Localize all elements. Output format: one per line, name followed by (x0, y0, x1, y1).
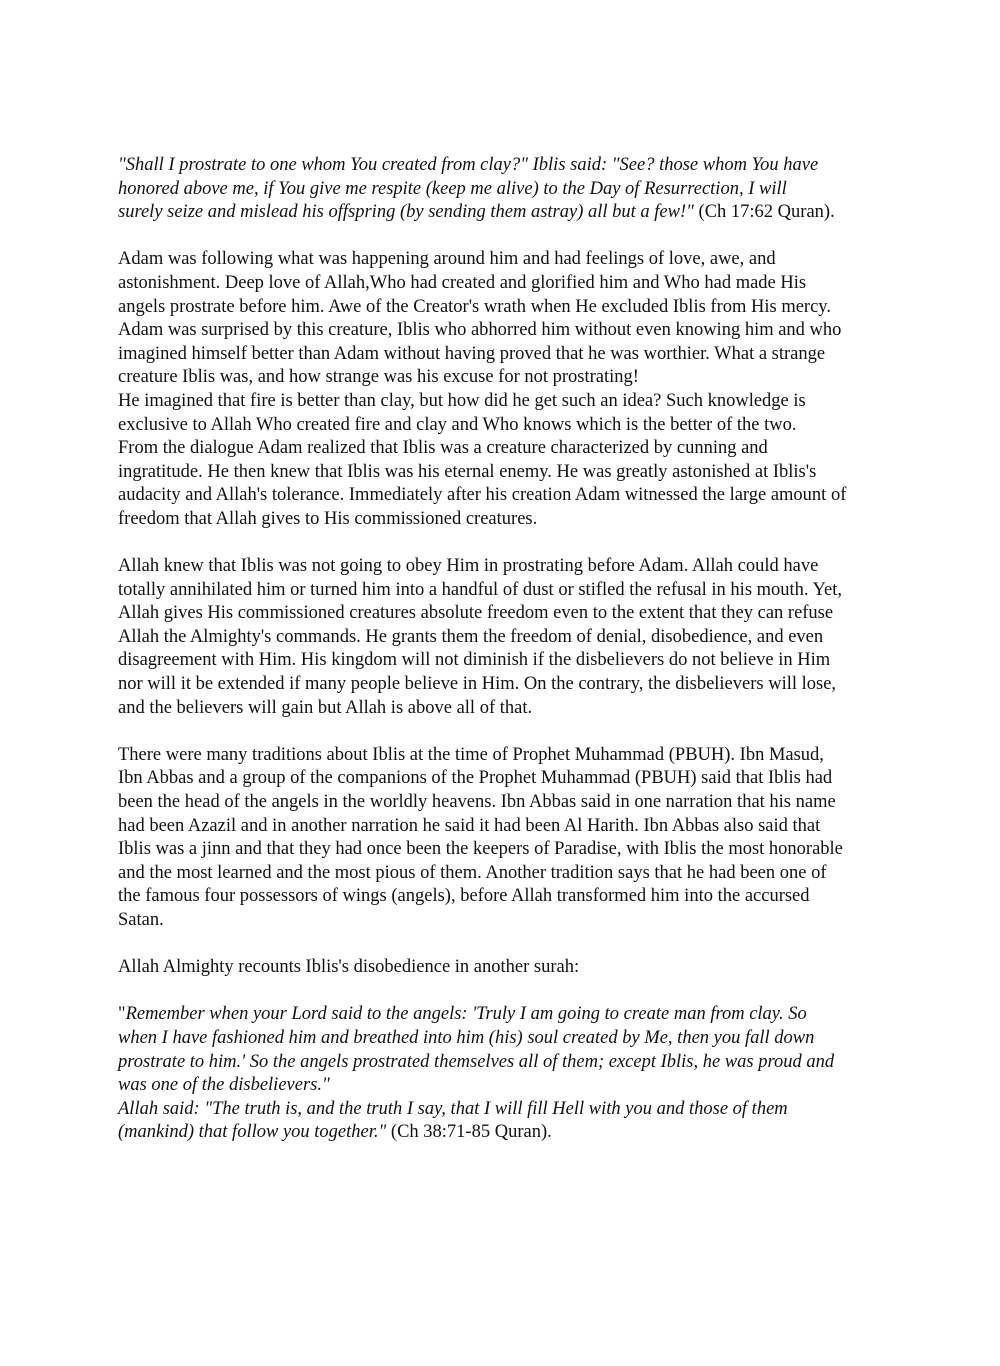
text-line: From the dialogue Adam realized that Iblis was a creature characterized by cunning and (118, 438, 768, 459)
text-line: angels prostrate before him. Awe of the Creator's wrath when He excluded Iblis from His mercy. (118, 296, 831, 317)
text-line: "Shall I prostrate to one whom You created from clay?" Iblis said: "See? those whom You have (118, 155, 819, 175)
text-line: Satan. (118, 910, 164, 930)
text-line: totally annihilated him or turned him into a handful of dust or stifled the refusal in his mouth. Yet, (118, 579, 842, 600)
text-line: creature Iblis was, and how strange was his excuse for not prostrating! (118, 367, 639, 388)
text-line: exclusive to Allah Who created fire and clay and Who knows which is the better of the two. (118, 414, 797, 435)
quote-text: (mankind) that follow you together." (118, 1122, 387, 1143)
text-line: was one of the disbelievers." (118, 1075, 330, 1096)
text-line: Allah Almighty recounts Iblis's disobedience in another surah: (118, 957, 580, 978)
text-line: Allah the Almighty's commands. He grants them the freedom of denial, disobedience, and even (118, 626, 824, 647)
citation: (Ch 38:71-85 Quran). (386, 1122, 552, 1143)
text-line: There were many traditions about Iblis at the time of Prophet Muhammad (PBUH). Ibn Masud, (118, 744, 824, 765)
paragraph-adam-feelings (118, 248, 898, 531)
text-line: Allah gives His commissioned creatures absolute freedom even to the extent that they can refuse (118, 603, 834, 624)
text-line: Ibn Abbas and a group of the companions of the Prophet Muhammad (PBUH) said that Iblis had (118, 768, 833, 789)
quote-text: surely seize and mislead his offspring (by sending them astray) all but a few!" (118, 202, 694, 223)
paragraph-another-surah (118, 956, 898, 980)
text-line: Allah knew that Iblis was not going to obey Him in prostrating before Adam. Allah could have (118, 556, 819, 577)
text-line: ingratitude. He then knew that Iblis was his eternal enemy. He was greatly astonished at Iblis's (118, 461, 817, 482)
document-page (118, 154, 898, 1169)
text-line: He imagined that fire is better than clay, but how did he get such an idea? Such knowledge is (118, 390, 806, 411)
open-quote: " (118, 1004, 126, 1025)
text-line: Adam was following what was happening around him and had feelings of love, awe, and (118, 249, 776, 270)
text-line (118, 1003, 898, 1027)
text-line: been the head of the angels in the worldly heavens. Ibn Abbas said in one narration that his name (118, 792, 836, 813)
text-line: the famous four possessors of wings (angels), before Allah transformed him into the accursed (118, 886, 810, 907)
text-line: and the believers will gain but Allah is above all of that. (118, 697, 533, 718)
text-line (118, 201, 898, 225)
text-line: prostrate to him.' So the angels prostrated themselves all of them; except Iblis, he was proud and (118, 1051, 835, 1072)
text-line: imagined himself better than Adam without having proved that he was worthier. What a strange (118, 343, 826, 364)
text-line: disagreement with Him. His kingdom will not diminish if the disbelievers do not believe in Him (118, 650, 831, 671)
text-line (118, 1121, 898, 1145)
quran-quote-paragraph-2 (118, 1003, 898, 1145)
paragraph-traditions (118, 744, 898, 933)
text-line: audacity and Allah's tolerance. Immediately after his creation Adam witnessed the large amount of (118, 485, 847, 506)
text-line: honored above me, if You give me respite (keep me alive) to the Day of Resurrection, I will (118, 178, 787, 199)
text-line: astonishment. Deep love of Allah,Who had created and glorified him and Who had made His (118, 272, 807, 293)
quote-text: Remember when your Lord said to the angels: 'Truly I am going to create man from clay. So (125, 1004, 807, 1025)
text-line: and the most learned and the most pious of them. Another tradition says that he had been one of (118, 862, 827, 883)
text-line: Iblis was a jinn and that they had once been the keepers of Paradise, with Iblis the most honorable (118, 839, 843, 860)
text-line: freedom that Allah gives to His commissioned creatures. (118, 508, 538, 529)
text-line: had been Azazil and in another narration he said it had been Al Harith. Ibn Abbas also said that (118, 815, 821, 836)
text-line: Allah said: "The truth is, and the truth I say, that I will fill Hell with you and those of them (118, 1098, 788, 1119)
paragraph-freedom (118, 555, 898, 720)
citation: (Ch 17:62 Quran). (693, 202, 835, 223)
text-line: when I have fashioned him and breathed into him (his) soul created by Me, then you fall down (118, 1027, 815, 1048)
text-line: nor will it be extended if many people believe in Him. On the contrary, the disbelievers will lose, (118, 674, 837, 695)
quran-quote-paragraph-1 (118, 154, 898, 225)
text-line: Adam was surprised by this creature, Iblis who abhorred him without even knowing him and who (118, 320, 842, 341)
